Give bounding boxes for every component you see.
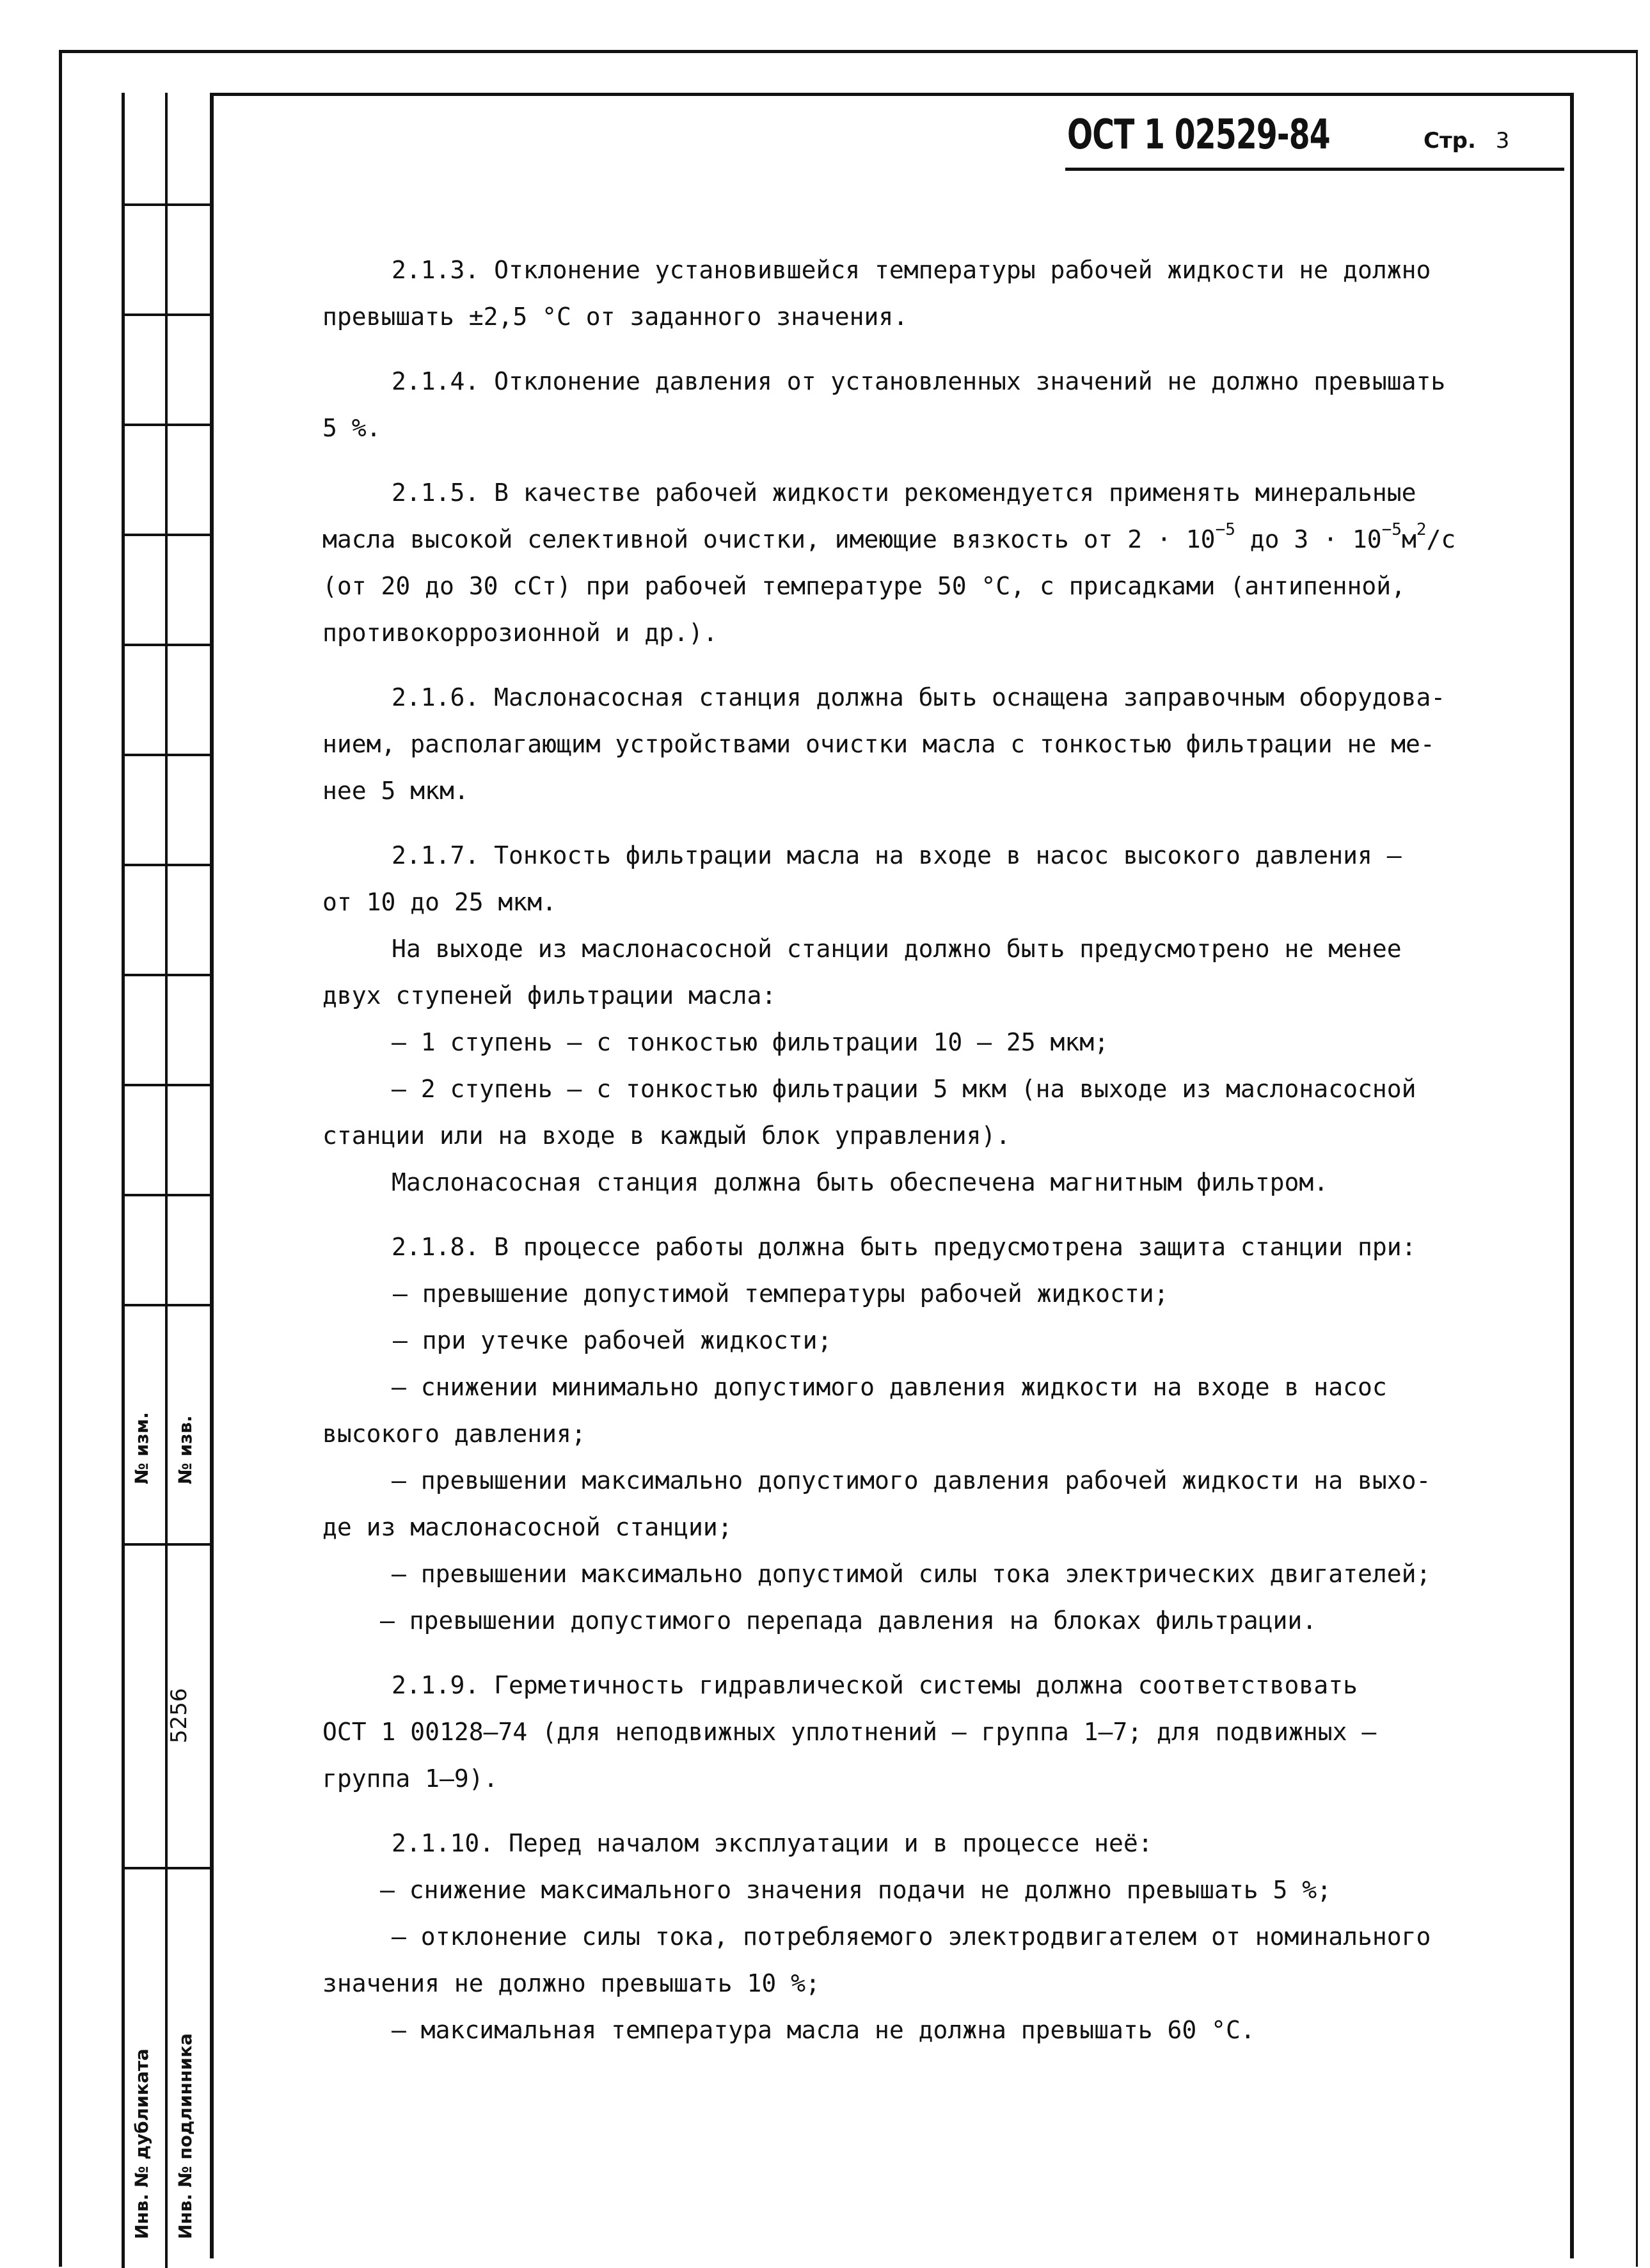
exponent: 2 — [1416, 520, 1427, 539]
text-fragment: /с — [1426, 525, 1456, 553]
text-line: 2.1.7. Тонкость фильтрации масла на входе в насос высокого давления – — [392, 841, 1402, 869]
text-line-viscosity — [322, 516, 1519, 563]
margin-cell-line — [122, 313, 210, 316]
duplicate-inv-label: Инв. № дубликата — [131, 2049, 152, 2239]
list-item — [322, 1457, 1519, 1551]
text-line: – снижении минимально допустимого давления жидкости на входе в насос — [392, 1373, 1387, 1401]
text-fragment: масла высокой селективной очистки, имеющие вязкость от 2 · 10 — [322, 525, 1216, 553]
text-line: 2.1.4. Отклонение давления от установленных значений не должно превышать — [392, 367, 1446, 395]
list-item — [322, 1867, 1519, 1914]
list-item-stage-2 — [322, 1066, 1519, 1159]
paragraph-2-1-7-output — [322, 926, 1519, 1019]
text-line: станции или на входе в каждый блок управления). — [322, 1122, 1011, 1150]
text-line: 2.1.6. Маслонасосная станция должна быть оснащена заправочным оборудова- — [392, 683, 1446, 711]
list-item — [322, 1598, 1519, 1644]
notice-no-label: № изв. — [175, 1415, 196, 1484]
margin-cell-line — [122, 203, 210, 206]
margin-cell-line — [122, 1867, 210, 1869]
text-line: – превышении максимально допустимого давления рабочей жидкости на выхо- — [392, 1466, 1431, 1495]
text-line: 2.1.3. Отклонение установившейся температуры рабочей жидкости не должно — [392, 256, 1431, 284]
original-inv-value: 5256 — [166, 1688, 192, 1743]
paragraph-2-1-8 — [322, 1224, 1519, 1271]
margin-cell-line — [122, 1084, 210, 1086]
change-no-label: № изм. — [131, 1412, 152, 1484]
list-item — [322, 1914, 1519, 2007]
text-line: Маслонасосная станция должна быть обеспечена магнитным фильтром. — [392, 1168, 1329, 1196]
list-item — [322, 1271, 1519, 1317]
paragraph-2-1-4 — [322, 358, 1519, 452]
page-indicator — [1424, 128, 1509, 154]
margin-divider — [165, 93, 168, 2268]
margin-cell-line — [122, 864, 210, 866]
text-line: На выходе из маслонасосной станции должно быть предусмотрено не менее — [392, 935, 1402, 963]
text-line: двух ступеней фильтрации масла: — [322, 981, 777, 1010]
text-line: нее 5 мкм. — [322, 777, 469, 805]
text-line: – максимальная температура масла не должна превышать 60 °С. — [392, 2016, 1255, 2044]
text-line: – снижение максимального значения подачи не должно превышать 5 %; — [380, 1876, 1332, 1904]
text-line: 2.1.10. Перед началом эксплуатации и в процессе неё: — [392, 1829, 1153, 1857]
list-item-stage-1 — [322, 1019, 1519, 1066]
text-line: ОСТ 1 00128–74 (для неподвижных уплотнений – группа 1–7; для подвижных – — [322, 1718, 1377, 1746]
text-line: 2.1.5. В качестве рабочей жидкости рекомендуется применять минеральные — [392, 479, 1416, 507]
margin-cell-line — [122, 974, 210, 976]
document-code: ОСТ 1 02529-84 — [1067, 111, 1330, 159]
text-line: значения не должно превышать 10 %; — [322, 1969, 820, 1997]
paragraph-2-1-5 — [322, 470, 1519, 656]
list-item — [322, 1364, 1519, 1457]
text-line: нием, располагающим устройствами очистки масла с тонкостью фильтрации не ме- — [322, 730, 1435, 758]
list-item — [322, 1317, 1519, 1364]
text-line: – отклонение силы тока, потребляемого электродвигателем от номинального — [392, 1923, 1431, 1951]
exponent: −5 — [1215, 520, 1235, 539]
text-fragment: до 3 · 10 — [1235, 525, 1382, 553]
list-item — [322, 2007, 1519, 2054]
text-line: – 1 ступень – с тонкостью фильтрации 10 – 25 мкм; — [392, 1028, 1109, 1056]
text-line: – при утечке рабочей жидкости; — [393, 1326, 832, 1354]
margin-cell-line — [122, 754, 210, 756]
paragraph-2-1-10 — [322, 1820, 1519, 1867]
paragraph-2-1-6 — [322, 674, 1519, 814]
text-line: 2.1.8. В процессе работы должна быть предусмотрена защита станции при: — [392, 1233, 1416, 1261]
margin-cell-line — [122, 424, 210, 426]
text-line: 5 %. — [322, 414, 381, 442]
text-line: (от 20 до 30 сСт) при рабочей температуре 50 °С, с присадками (антипенной, — [322, 572, 1406, 600]
original-inv-label: Инв. № подлинника — [175, 2033, 196, 2239]
document-body — [322, 247, 1519, 2054]
paragraph-2-1-7 — [322, 832, 1519, 926]
text-line: превышать ±2,5 °С от заданного значения. — [322, 303, 908, 331]
margin-cell-line — [122, 534, 210, 536]
margin-cell-line — [122, 644, 210, 646]
paragraph-magnetic-filter — [322, 1159, 1519, 1206]
text-line: – превышении допустимого перепада давления на блоках фильтрации. — [380, 1606, 1317, 1635]
margin-cell-line — [122, 1194, 210, 1196]
text-line: – превышении максимально допустимой силы тока электрических двигателей; — [392, 1560, 1431, 1588]
text-line: де из маслонасосной станции; — [322, 1513, 733, 1541]
page-label: Стр. — [1424, 128, 1476, 154]
text-line: – 2 ступень – с тонкостью фильтрации 5 мкм (на выходе из маслонасосной — [392, 1075, 1416, 1103]
paragraph-2-1-3 — [322, 247, 1519, 340]
text-line: высокого давления; — [322, 1420, 586, 1448]
paragraph-2-1-9 — [322, 1662, 1519, 1802]
text-line: противокоррозионной и др.). — [322, 619, 718, 647]
text-line: от 10 до 25 мкм. — [322, 888, 557, 916]
text-line: группа 1–9). — [322, 1764, 498, 1793]
page-number: 3 — [1495, 128, 1510, 154]
list-item — [322, 1551, 1519, 1598]
margin-cell-line — [122, 1543, 210, 1546]
text-fragment: м — [1401, 525, 1416, 553]
header-underline — [1065, 168, 1564, 171]
text-line: – превышение допустимой температуры рабочей жидкости; — [393, 1280, 1169, 1308]
exponent: −5 — [1381, 520, 1402, 539]
margin-cell-line — [122, 1304, 210, 1306]
text-line: 2.1.9. Герметичность гидравлической системы должна соответствовать — [392, 1671, 1358, 1699]
